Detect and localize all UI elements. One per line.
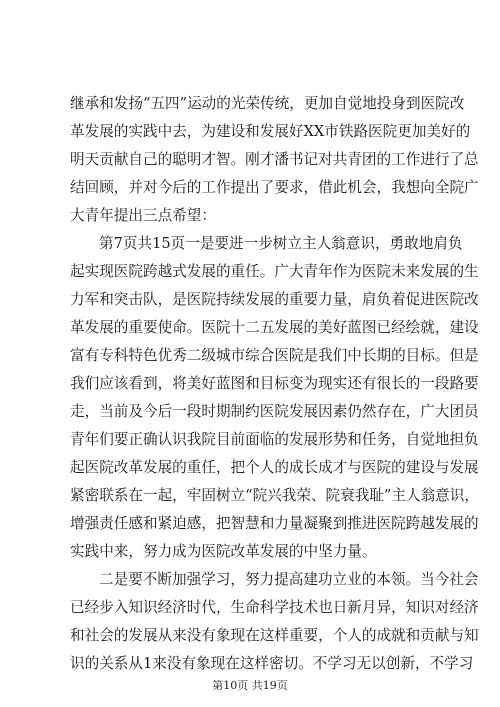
text-line: 力军和突击队，是医院持续发展的重要力量，肩负着促进医院改 — [70, 291, 479, 308]
text-line: 我们应该看到，将美好蓝图和目标变为现实还有很长的一段路要 — [70, 375, 479, 392]
text-line: 富有专科特色优秀二级城市综合医院是我们中长期的目标。但是 — [70, 347, 479, 364]
text-line: 紧密联系在一起，牢固树立“院兴我荣、院衰我耻”主人翁意识， — [70, 487, 479, 504]
text-line: 走，当前及今后一段时期制约医院发展因素仍然存在，广大团员 — [70, 403, 479, 420]
text-line: 已经步入知识经济时代，生命科学技术也日新月异，知识对经济 — [70, 599, 479, 616]
body-text — [70, 90, 479, 678]
text-line: 结回顾，并对今后的工作提出了要求，借此机会，我想向全院广 — [70, 179, 479, 196]
page-number: 第10页 共19页 — [212, 679, 288, 692]
text-line: 起医院改革发展的重任，把个人的成长成才与医院的建设与发展 — [70, 459, 479, 476]
text-line: 大青年提出三点希望： — [70, 207, 216, 224]
text-line: 革发展的重要使命。医院十二五发展的美好蓝图已经绘就，建设 — [70, 319, 479, 336]
text-line: 二是要不断加强学习，努力提高建功立业的本领。当今社会 — [99, 571, 479, 588]
text-line: 继承和发扬“五四”运动的光荣传统，更加自觉地投身到医院改 — [70, 95, 465, 112]
text-line: 识的关系从1来没有象现在这样密切。不学习无以创新，不学习 — [70, 655, 474, 672]
text-line: 实践中来，努力成为医院改革发展的中坚力量。 — [70, 543, 377, 560]
text-line: 青年们要正确认识我院目前面临的发展形势和任务，自觉地担负 — [70, 431, 479, 448]
text-line: 增强责任感和紧迫感，把智慧和力量凝聚到推进医院跨越发展的 — [70, 515, 479, 532]
text-line: 和社会的发展从来没有象现在这样重要，个人的成就和贡献与知 — [70, 627, 479, 644]
text-line: 第7页共15页一是要进一步树立主人翁意识，勇敢地肩负 — [99, 235, 463, 252]
text-line: 起实现医院跨越式发展的重任。广大青年作为医院未来发展的生 — [70, 263, 479, 280]
text-line: 革发展的实践中去，为建设和发展好XX市铁路医院更加美好的 — [70, 123, 471, 140]
text-line: 明天贡献自己的聪明才智。刚才潘书记对共青团的工作进行了总 — [70, 151, 479, 168]
